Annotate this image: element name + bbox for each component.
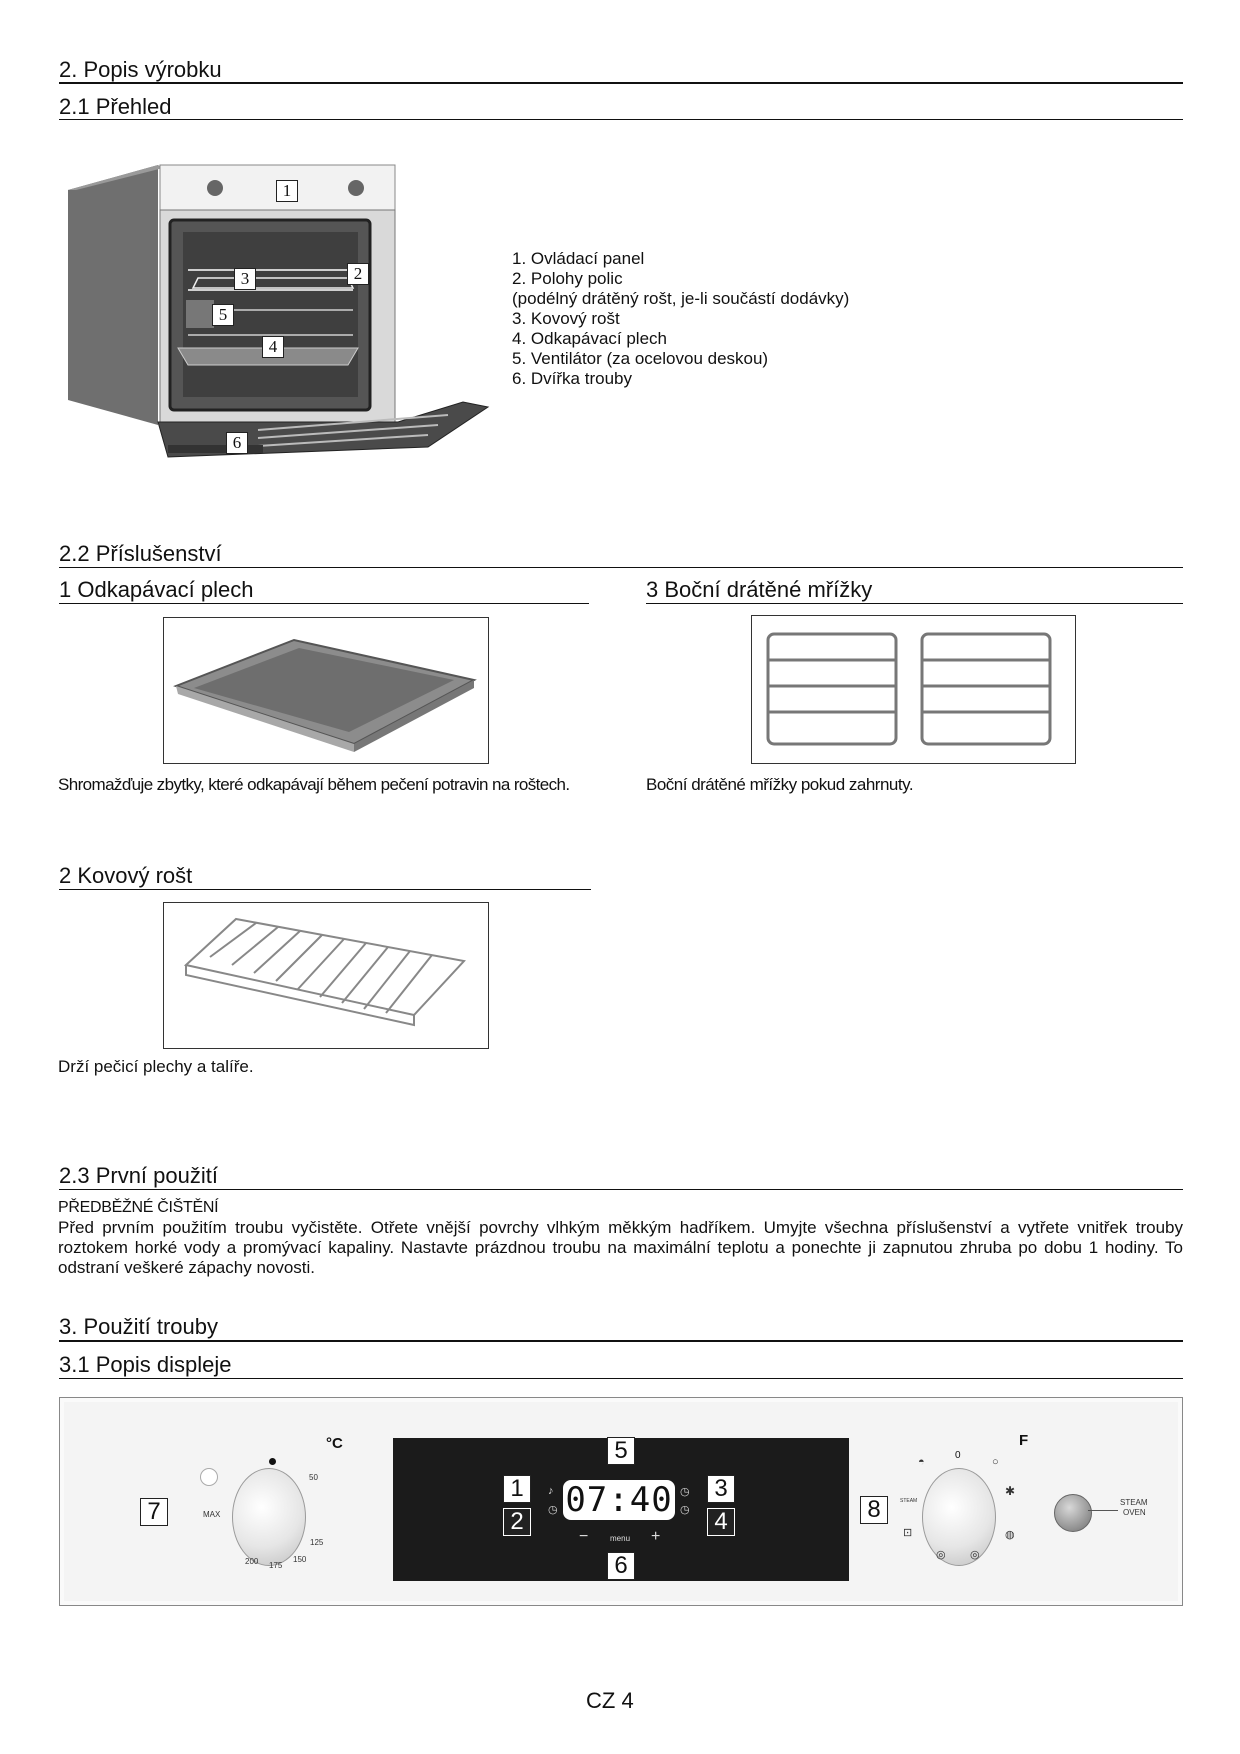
defrost-icon: ✱: [1005, 1484, 1016, 1498]
time-display: [563, 1480, 675, 1520]
panel-callout-7: 7: [140, 1498, 168, 1526]
section-title-accessories: 2.2 Příslušenství: [59, 541, 222, 566]
divider: [59, 82, 1183, 84]
side-wire-racks-image: [751, 615, 1076, 764]
oven-button-label: OVEN: [1123, 1508, 1146, 1517]
steam-small-label: STEAM: [900, 1498, 918, 1504]
control-panel: [59, 1397, 1183, 1606]
legend-item: 4. Odkapávací plech: [512, 329, 667, 348]
page-number: CZ 4: [586, 1688, 634, 1713]
panel-callout-5: 5: [607, 1437, 635, 1465]
steam-oven-button[interactable]: [1054, 1494, 1092, 1532]
fan-icon: ◎: [936, 1549, 946, 1561]
bottom-heat-icon: ⊡: [903, 1527, 913, 1539]
light-icon: ○: [992, 1456, 999, 1468]
callout-2: 2: [347, 263, 369, 285]
fan-steam-icon: ◍: [1005, 1529, 1015, 1541]
temp-label-125: 125: [310, 1538, 324, 1547]
panel-callout-4: 4: [707, 1508, 735, 1536]
temp-label-max: MAX: [203, 1510, 221, 1519]
accessory-title-drip-tray: 1 Odkapávací plech: [59, 577, 254, 602]
callout-5: 5: [212, 304, 234, 326]
overview-legend: [512, 249, 849, 389]
legend-item: 3. Kovový rošt: [512, 309, 620, 328]
first-use-subtitle: PŘEDBĚŽNÉ ČIŠTĚNÍ: [58, 1199, 219, 1216]
callout-6: 6: [226, 432, 248, 454]
temperature-knob[interactable]: [232, 1468, 306, 1566]
panel-callout-2: 2: [503, 1508, 531, 1536]
temp-unit-label: °C: [326, 1435, 343, 1452]
accessory-title-wire-racks: 3 Boční drátěné mřížky: [646, 577, 873, 602]
off-dot: [269, 1458, 276, 1465]
function-label: F: [1019, 1432, 1029, 1449]
divider: [59, 1378, 1183, 1379]
wire-racks-caption: Boční drátěné mřížky pokud zahrnuty.: [646, 775, 914, 794]
timer-icon[interactable]: ◷: [548, 1504, 558, 1516]
divider: [59, 1189, 1183, 1190]
section-title-product: 2. Popis výrobku: [59, 57, 222, 82]
divider: [59, 1340, 1183, 1342]
pizza-icon: ◓: [918, 1456, 925, 1468]
divider: [59, 889, 591, 890]
legend-item: 5. Ventilátor (za ocelovou deskou): [512, 349, 769, 368]
divider: [646, 603, 1183, 604]
panel-callout-8: 8: [860, 1496, 888, 1524]
first-use-paragraph: Před prvním použitím troubu vyčistěte. Otřete vnější povrchy vlhkým měkkým hadříkem. Umyjte všechna příslušenství a vytřete vnitřek trouby roztokem horké vody a promývací kapaliny. Nastavte prázdnou troubu na maximální teplotu a ponechte ji zapnutou zhruba po dobu 1 hodiny. To odstraní veškeré zápachy novosti.: [58, 1218, 1183, 1277]
callout-3: 3: [234, 268, 256, 290]
steam-fan-icon: ◎: [970, 1549, 980, 1561]
panel-callout-1: 1: [503, 1475, 531, 1503]
accessory-title-metal-grid: 2 Kovový rošt: [59, 863, 193, 888]
legend-item: 2. Polohy polic: [512, 269, 623, 288]
divider: [59, 603, 589, 604]
plus-button[interactable]: +: [651, 1528, 661, 1545]
oven-overview-illustration: [58, 160, 518, 460]
callout-4: 4: [262, 336, 284, 358]
metal-grid-image: [163, 902, 489, 1049]
callout-1: 1: [276, 180, 298, 202]
function-zero-label: 0: [955, 1450, 961, 1461]
drip-tray-caption: Shromažďuje zbytky, které odkapávají během pečení potravin na roštech.: [58, 775, 570, 794]
temp-label-150: 150: [293, 1555, 307, 1564]
drip-tray-image: [163, 617, 489, 764]
section-title-oven-use: 3. Použití trouby: [59, 1314, 218, 1339]
divider: [59, 567, 1183, 568]
cook-time-icon[interactable]: ◷: [680, 1504, 690, 1516]
temp-label-175: 175: [269, 1561, 283, 1570]
bell-icon[interactable]: ♪: [548, 1485, 554, 1497]
steam-button-label: STEAM: [1120, 1498, 1148, 1507]
end-time-icon[interactable]: ◷: [680, 1486, 690, 1498]
temp-label-50: 50: [309, 1473, 318, 1482]
minus-button[interactable]: −: [579, 1528, 589, 1545]
time-value: 07:40: [565, 1480, 673, 1520]
legend-item: 6. Dvířka trouby: [512, 369, 632, 388]
steam-button-leader: [1088, 1510, 1118, 1511]
display-screen: [393, 1438, 849, 1581]
panel-callout-3: 3: [707, 1475, 735, 1503]
legend-item: 1. Ovládací panel: [512, 249, 645, 268]
section-title-first-use: 2.3 První použití: [59, 1163, 218, 1188]
function-knob[interactable]: [922, 1468, 996, 1566]
menu-button[interactable]: menu: [610, 1534, 631, 1543]
temp-label-200: 200: [245, 1557, 259, 1566]
section-title-display: 3.1 Popis displeje: [59, 1352, 232, 1377]
indicator-light: [200, 1468, 218, 1486]
metal-grid-caption: Drží pečicí plechy a talíře.: [58, 1057, 254, 1076]
panel-callout-6: 6: [607, 1552, 635, 1580]
legend-item: (podélný drátěný rošt, je-li součástí dodávky): [512, 289, 850, 308]
section-title-overview: 2.1 Přehled: [59, 94, 172, 119]
divider: [59, 119, 1183, 120]
